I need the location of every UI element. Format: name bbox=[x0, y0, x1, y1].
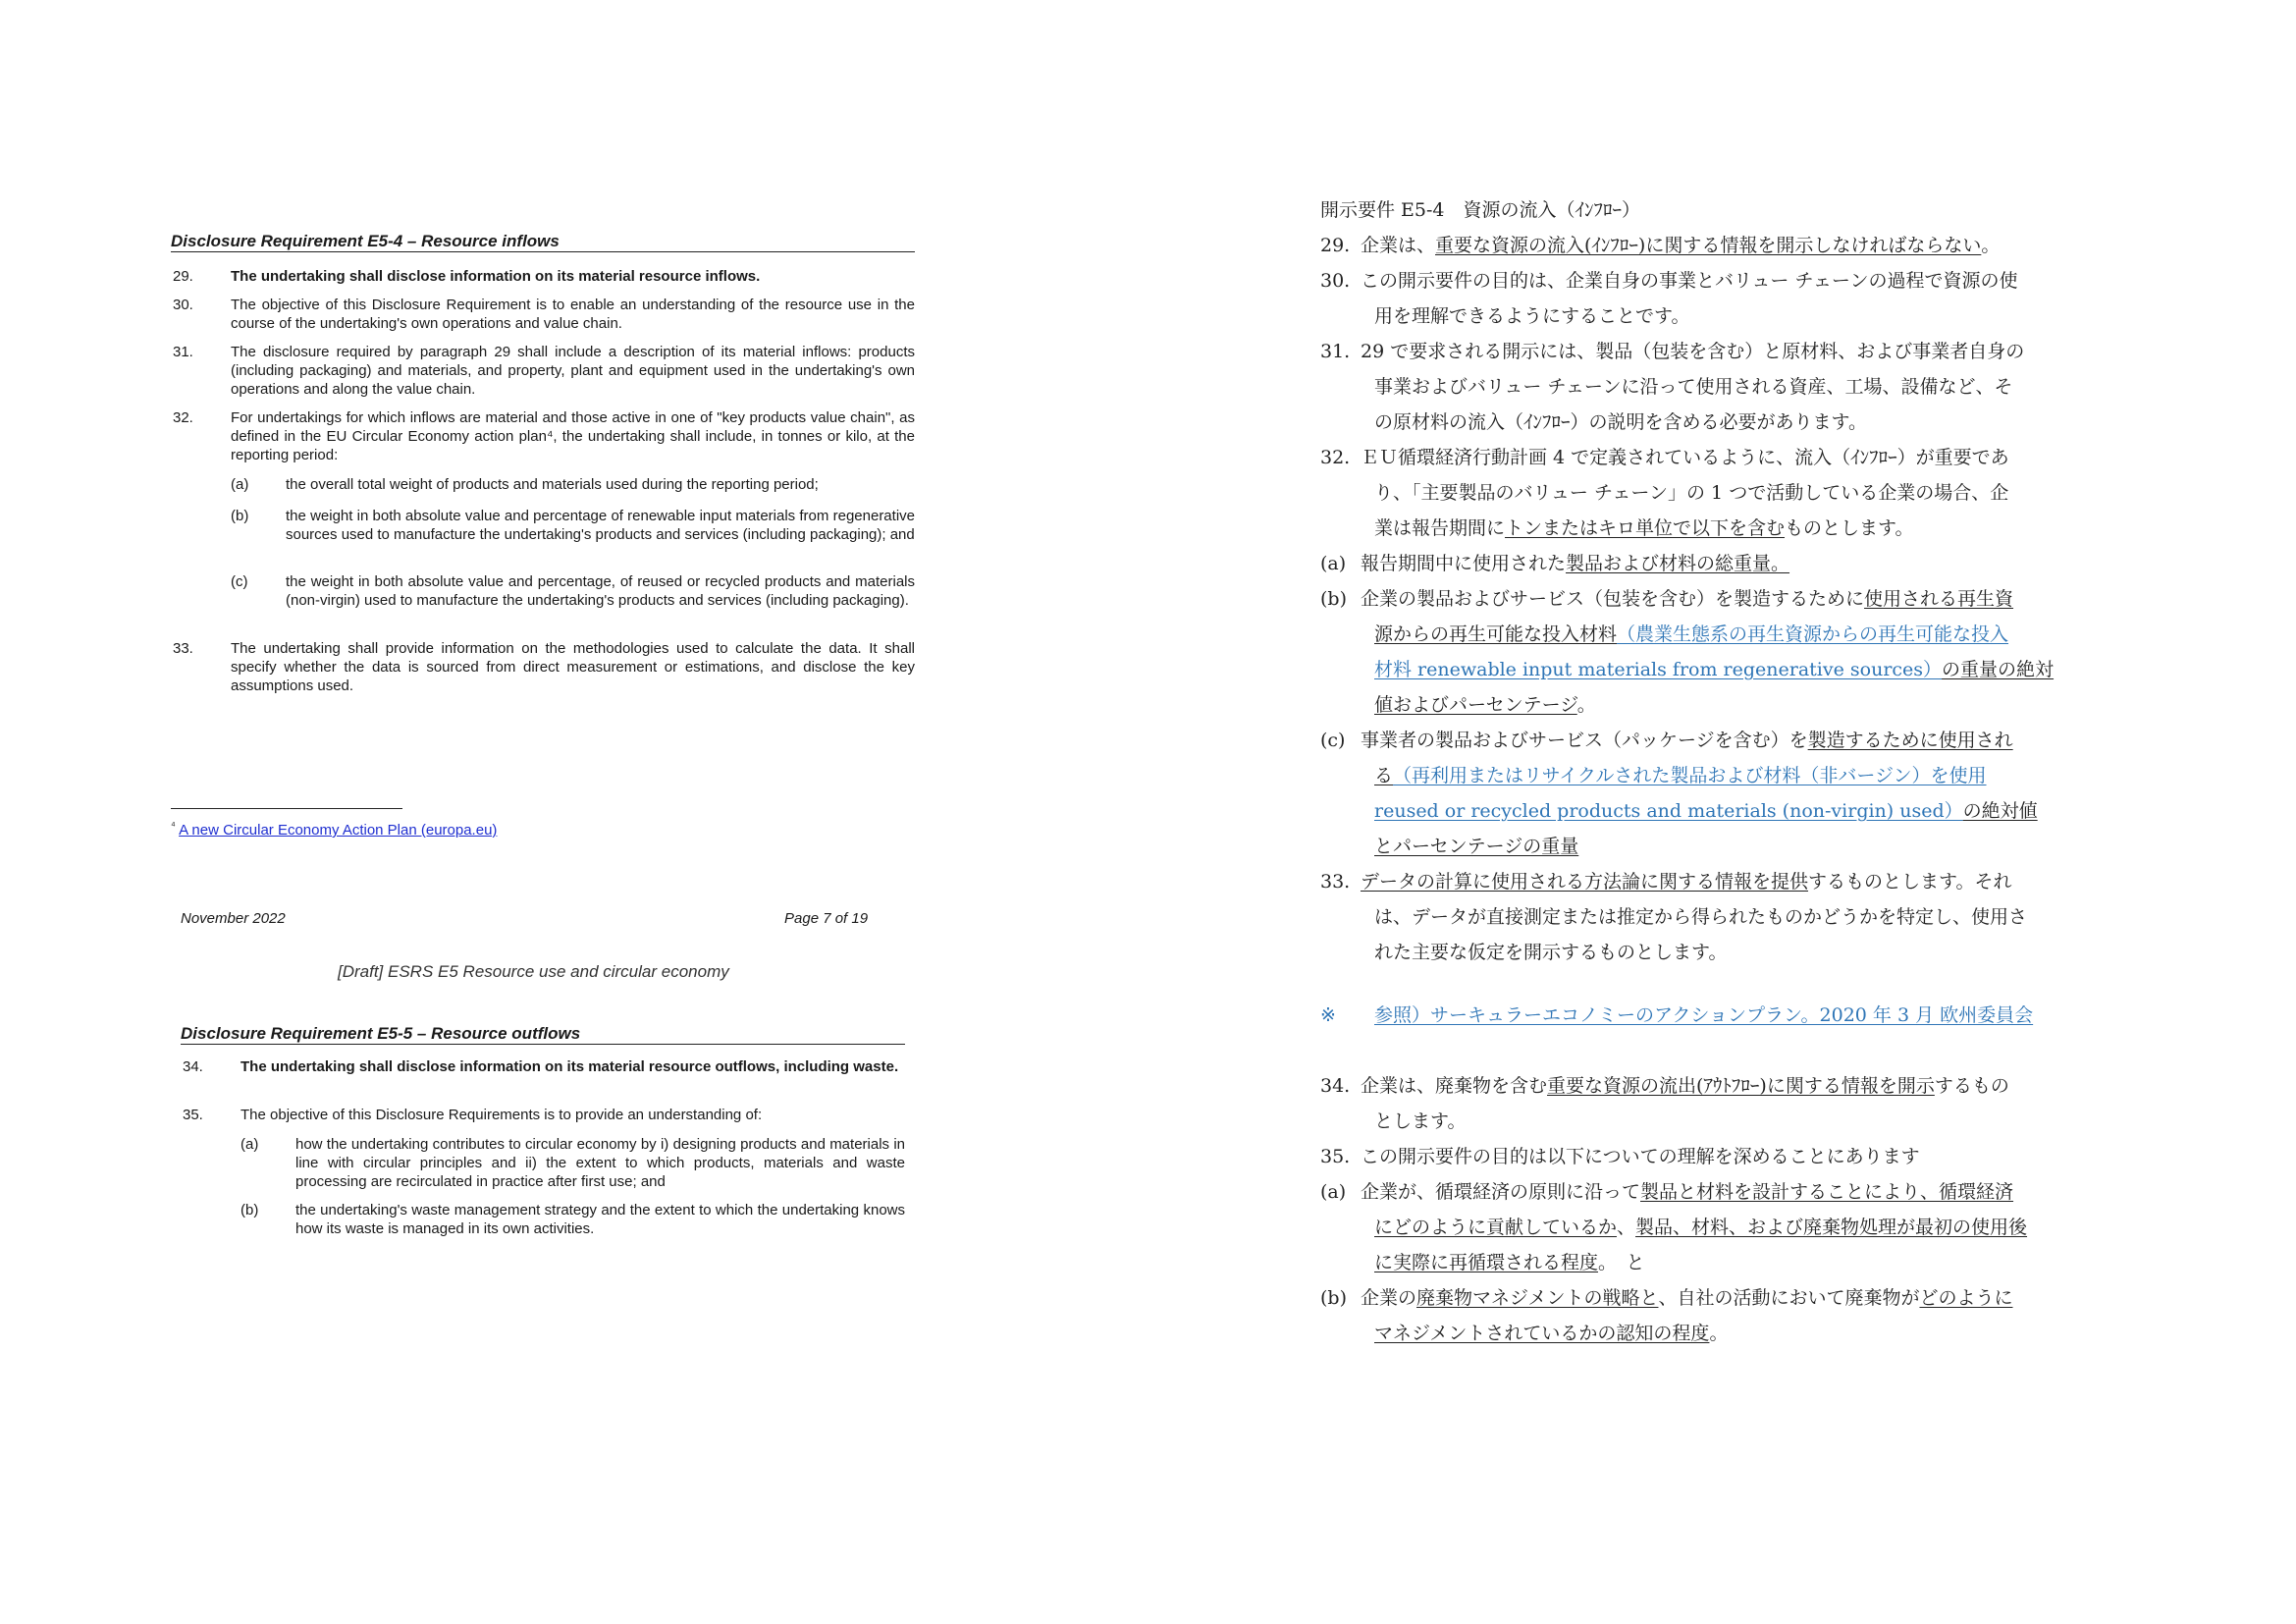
list-text: the undertaking's waste management strategy and the extent to which the undertaking knows how its waste is managed in its own activities. bbox=[295, 1202, 905, 1237]
footer-page-number: Page 7 of 19 bbox=[784, 910, 869, 927]
jp-item-a-label: (a) bbox=[1320, 553, 1347, 574]
section-heading-e5-5: Disclosure Requirement E5-5 – Resource outflows bbox=[181, 1024, 905, 1045]
list-label: (a) bbox=[231, 476, 249, 493]
list-label: (b) bbox=[240, 1202, 259, 1218]
footnote-mark: ⁴ bbox=[171, 820, 176, 832]
list-label: (a) bbox=[240, 1136, 259, 1153]
jp-item-a: 報告期間中に使用された製品および材料の総重量。 bbox=[1361, 553, 1790, 574]
jp-item-35a-label: (a) bbox=[1320, 1181, 1347, 1203]
paragraph-text: The objective of this Disclosure Requirement is to enable an understanding of the resource use in the course of the undertaking's own operations and value chain. bbox=[231, 297, 915, 332]
paragraph-text: The undertaking shall disclose information on its material resource inflows. bbox=[231, 268, 761, 285]
jp-item-c-line2: る（再利用またはリサイクルされた製品および材料（非バージン）を使用 bbox=[1374, 765, 1987, 786]
jp-item-b-line1: 企業の製品およびサービス（包装を含む）を製造するために使用される再生資 bbox=[1361, 588, 2014, 610]
jp-paragraph-30-line2: 用を理解できるようにすることです。 bbox=[1374, 305, 1690, 327]
jp-paragraph-31-number: 31. bbox=[1320, 341, 1351, 362]
jp-item-35a-line1: 企業が、循環経済の原則に沿って製品と材料を設計することにより、循環経済 bbox=[1361, 1181, 2014, 1203]
paragraph-text: The undertaking shall provide information on the methodologies used to calculate the data. It shall specify whether the data is sourced from direct measurement or estimations, and disclose the key assumptions used. bbox=[231, 640, 915, 694]
footnote-link[interactable]: A new Circular Economy Action Plan (europa.eu) bbox=[179, 822, 498, 839]
paragraph-30 bbox=[171, 296, 915, 335]
jp-item-c-line4: とパーセンテージの重量 bbox=[1374, 836, 1579, 857]
jp-paragraph-34-line2: とします。 bbox=[1374, 1110, 1467, 1132]
jp-item-c-line1: 事業者の製品およびサービス（パッケージを含む）を製造するために使用され bbox=[1361, 730, 2013, 751]
footer-date: November 2022 bbox=[181, 910, 286, 927]
jp-item-35b-line1: 企業の廃棄物マネジメントの戦略と、自社の活動において廃棄物がどのように bbox=[1361, 1287, 2013, 1309]
running-head: [Draft] ESRS E5 Resource use and circular economy bbox=[338, 962, 729, 981]
jp-section-title: 開示要件 E5-4 資源の流入（ｲﾝﾌﾛｰ） bbox=[1320, 199, 1641, 221]
footnote bbox=[171, 820, 497, 839]
paragraph-32 bbox=[171, 408, 915, 644]
jp-paragraph-32-line2: り、「主要製品のバリュー チェーン」の 1 つで活動している企業の場合、企 bbox=[1374, 482, 2009, 504]
jp-reference-mark: ※ bbox=[1320, 1004, 1336, 1026]
paragraph-number: 30. bbox=[173, 297, 193, 313]
jp-paragraph-32-number: 32. bbox=[1320, 447, 1351, 468]
jp-paragraph-30-line1: この開示要件の目的は、企業自身の事業とバリュー チェーンの過程で資源の使 bbox=[1361, 270, 2018, 292]
jp-paragraph-35-number: 35. bbox=[1320, 1146, 1351, 1167]
section-heading-e5-4: Disclosure Requirement E5-4 – Resource inflows bbox=[171, 232, 915, 252]
list-text: the weight in both absolute value and percentage of renewable input materials from regenerative sources used to manufacture the undertaking's products and services (including packaging); and bbox=[286, 508, 915, 543]
jp-reference-link[interactable]: 参照）サーキュラーエコノミーのアクションプラン。2020 年 3 月 欧州委員会 bbox=[1374, 1004, 2034, 1026]
jp-item-c-label: (c) bbox=[1320, 730, 1346, 751]
list-label: (c) bbox=[231, 573, 248, 590]
paragraph-35 bbox=[181, 1106, 905, 1243]
paragraph-number: 33. bbox=[173, 640, 193, 657]
jp-item-b-line4: 値およびパーセンテージ。 bbox=[1374, 694, 1596, 716]
jp-paragraph-33-number: 33. bbox=[1320, 871, 1351, 893]
paragraph-number: 29. bbox=[173, 268, 193, 285]
paragraph-number: 32. bbox=[173, 409, 193, 426]
paragraph-text: For undertakings for which inflows are material and those active in one of "key products value chain", as defined in the EU Circular Economy action plan⁴, the undertaking shall include, in tonnes or kilo, at the reporting period: bbox=[231, 409, 915, 463]
paragraph-31 bbox=[171, 343, 915, 402]
jp-paragraph-32-line3: 業は報告期間にトンまたはキロ単位で以下を含むものとします。 bbox=[1374, 517, 1914, 539]
jp-item-b-line3: 材料 renewable input materials from regenerative sources）の重量の絶対 bbox=[1374, 659, 2055, 680]
list-text: how the undertaking contributes to circular economy by i) designing products and materials in line with circular principles and ii) the extent to which products, materials and waste processing are recirculated in practice after first use; and bbox=[295, 1136, 905, 1190]
paragraph-number: 35. bbox=[183, 1107, 203, 1123]
jp-paragraph-31-line1: 29 で要求される開示には、製品（包装を含む）と原材料、および事業者自身の bbox=[1361, 341, 2025, 362]
jp-paragraph-30-number: 30. bbox=[1320, 270, 1351, 292]
jp-item-b-label: (b) bbox=[1320, 588, 1347, 610]
jp-item-35a-line3: に実際に再循環される程度。 と bbox=[1374, 1252, 1645, 1273]
jp-paragraph-33-line1: データの計算に使用される方法論に関する情報を提供するものとします。それ bbox=[1361, 871, 2012, 893]
jp-item-35b-line2: マネジメントされているかの認知の程度。 bbox=[1374, 1323, 1729, 1344]
list-label: (b) bbox=[231, 508, 249, 524]
jp-paragraph-31-line2: 事業およびバリュー チェーンに沿って使用される資産、工場、設備など、そ bbox=[1374, 376, 2013, 398]
jp-paragraph-33-line3: れた主要な仮定を開示するものとします。 bbox=[1374, 942, 1728, 963]
paragraph-34 bbox=[181, 1057, 905, 1097]
paragraph-number: 31. bbox=[173, 344, 193, 360]
jp-item-b-line2: 源からの再生可能な投入材料（農業生態系の再生資源からの再生可能な投入 bbox=[1374, 623, 2009, 645]
jp-item-35a-line2: にどのように貢献しているか、製品、材料、および廃棄物処理が最初の使用後 bbox=[1374, 1217, 2028, 1238]
footnote-divider bbox=[171, 808, 402, 809]
jp-paragraph-35-line1: この開示要件の目的は以下についての理解を深めることにあります bbox=[1361, 1146, 1920, 1167]
list-text: the overall total weight of products and materials used during the reporting period; bbox=[286, 476, 819, 493]
jp-paragraph-34-number: 34. bbox=[1320, 1075, 1351, 1097]
paragraph-text: The objective of this Disclosure Requirements is to provide an understanding of: bbox=[240, 1107, 763, 1123]
list-text: the weight in both absolute value and percentage, of reused or recycled products and materials (non-virgin) used to manufacture the undertaking's products and services (including packaging). bbox=[286, 573, 915, 609]
jp-paragraph-34-line1: 企業は、廃棄物を含む重要な資源の流出(ｱｳﾄﾌﾛｰ)に関する情報を開示するもの bbox=[1361, 1075, 2009, 1097]
paragraph-text: The disclosure required by paragraph 29 shall include a description of its material inflows: products (including packaging) and materials, and property, plant and equipment used in the undertaking's own operations and along the value chain. bbox=[231, 344, 915, 398]
paragraph-number: 34. bbox=[183, 1058, 203, 1075]
jp-paragraph-32-line1: ＥＵ循環経済行動計画 4 で定義されているように、流入（ｲﾝﾌﾛｰ）が重要であ bbox=[1361, 447, 2009, 468]
paragraph-text: The undertaking shall disclose information on its material resource outflows, including waste. bbox=[240, 1058, 899, 1075]
jp-paragraph-29: 企業は、重要な資源の流入(ｲﾝﾌﾛｰ)に関する情報を開示しなければならない。 bbox=[1361, 235, 2001, 256]
jp-item-c-line3: reused or recycled products and materials (non-virgin) used）の絶対値 bbox=[1374, 800, 2038, 822]
paragraph-33 bbox=[171, 639, 915, 698]
jp-item-35b-label: (b) bbox=[1320, 1287, 1347, 1309]
jp-paragraph-29-number: 29. bbox=[1320, 235, 1351, 256]
paragraph-29 bbox=[171, 267, 915, 287]
jp-paragraph-33-line2: は、データが直接測定または推定から得られたものかどうかを特定し、使用さ bbox=[1374, 906, 2028, 928]
jp-paragraph-31-line3: の原材料の流入（ｲﾝﾌﾛｰ）の説明を含める必要があります。 bbox=[1374, 411, 1867, 433]
